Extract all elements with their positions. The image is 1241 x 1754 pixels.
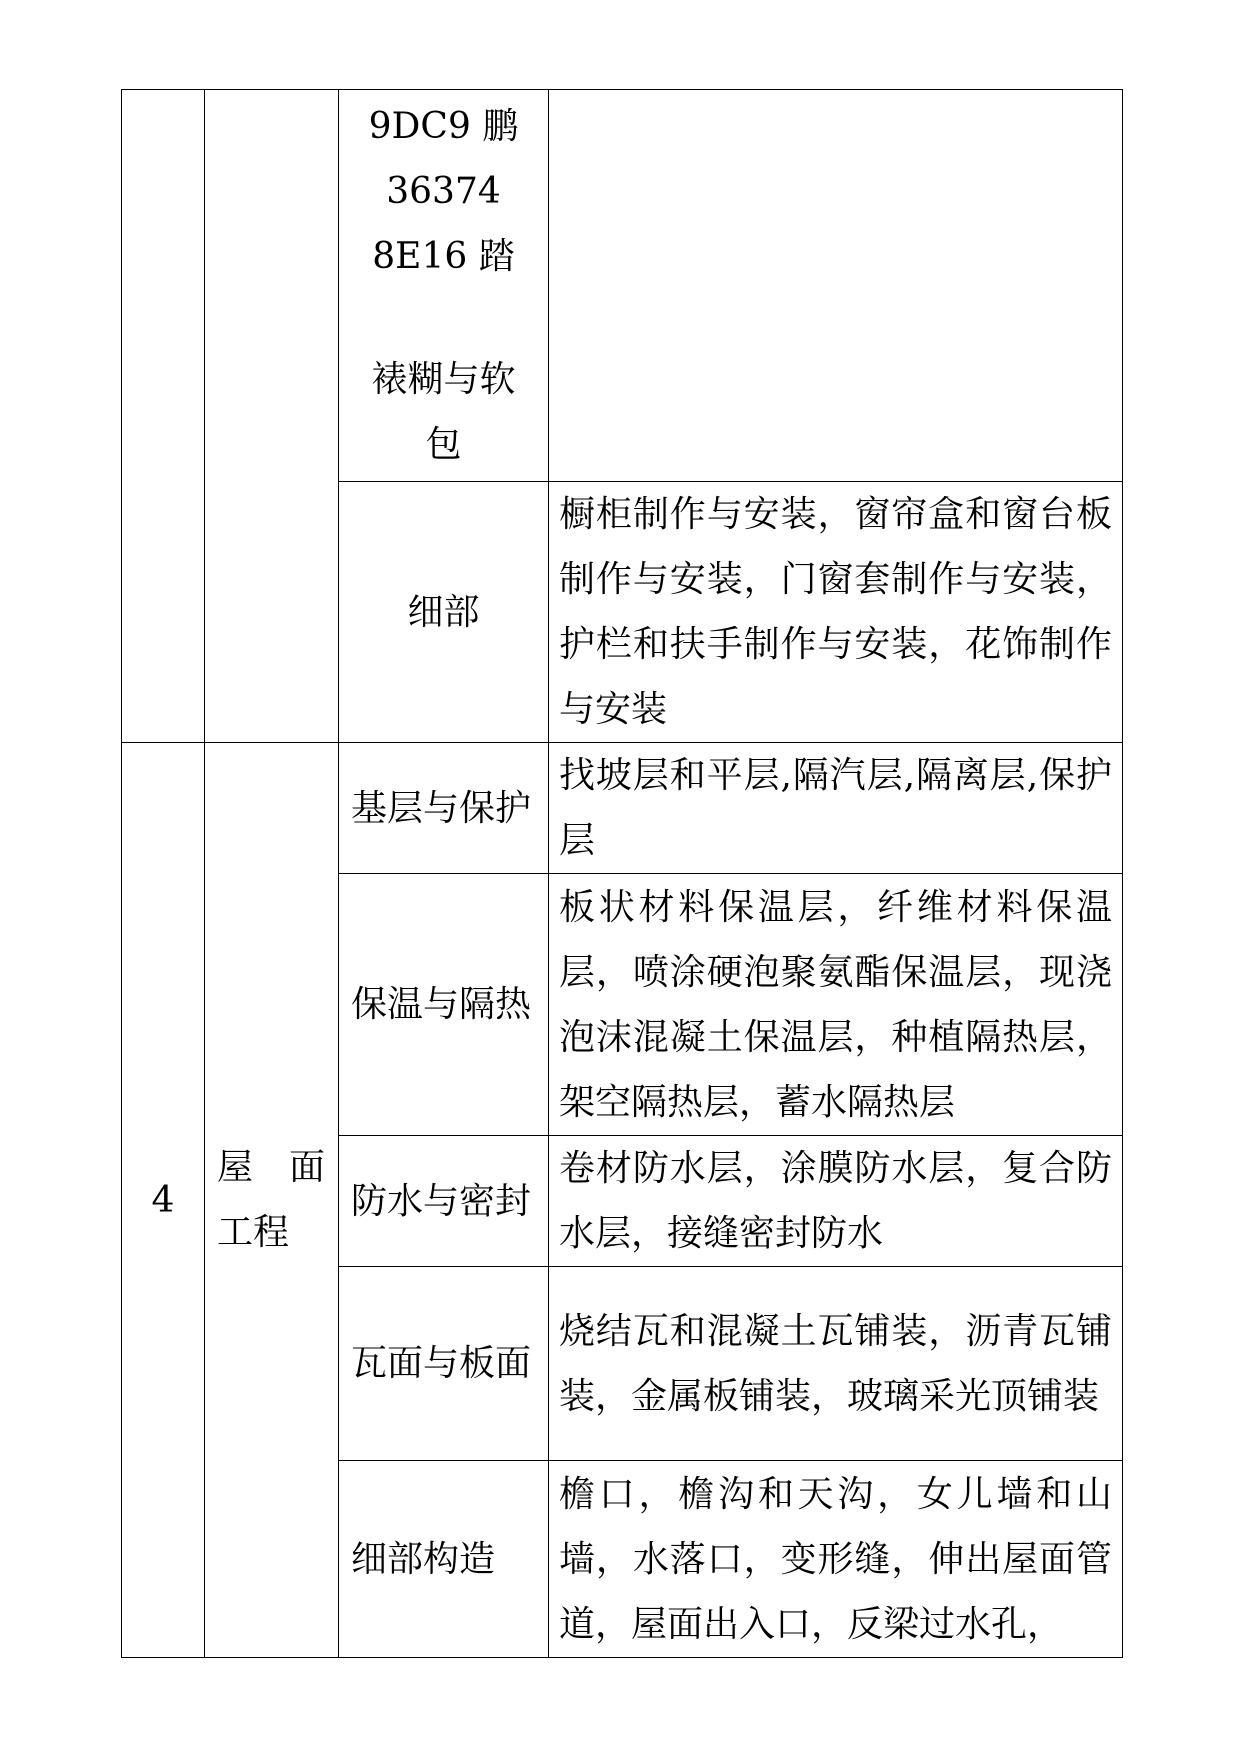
subsection-name: 裱糊与软 [371,359,516,400]
items-cell: 烧结瓦和混凝土瓦铺装，沥青瓦铺装，金属板铺装，玻璃采光顶铺装 [549,1267,1123,1461]
code-line: 8E16 踏 [372,236,515,277]
items-cell: 板状材料保温层，纤维材料保温层，喷涂硬泡聚氨酯保温层，现浇泡沫混凝土保温层，种植隔热层，架空隔热层，蓄水隔热层 [549,874,1123,1136]
section-name-line: 工程 [217,1212,290,1253]
subsection-name: 防水与密封 [339,1136,549,1267]
subsection-name: 包 [425,424,462,465]
code-line: 36374 [386,171,501,212]
table-row [122,743,1123,874]
section-name-line: 屋 面 [217,1147,326,1188]
subsection-name: 基层与保护 [339,743,549,874]
code-line: 9DC9 鹏 [368,106,519,147]
section-name-cell-empty [205,90,339,743]
items-cell: 卷材防水层，涂膜防水层，复合防水层，接缝密封防水 [549,1136,1123,1267]
items-cell: 橱柜制作与安装，窗帘盒和窗台板制作与安装，门窗套制作与安装，护栏和扶手制作与安装，花饰制作与安装 [549,482,1123,743]
table-row [122,90,1123,482]
section-number: 4 [122,743,205,1658]
section-number-cell-empty [122,90,205,743]
subsection-cell-wallpaper [339,90,549,482]
subsection-name: 瓦面与板面 [339,1267,549,1461]
section-name-cell [205,743,339,1658]
items-cell-empty [549,90,1123,482]
items-cell: 找坡层和平层,隔汽层,隔离层,保护层 [549,743,1123,874]
subsection-name: 细部构造 [339,1461,549,1658]
construction-division-table [121,89,1123,1658]
subsection-name: 保温与隔热 [339,874,549,1136]
subsection-name: 细部 [339,482,549,743]
items-cell: 檐口，檐沟和天沟，女儿墙和山墙，水落口，变形缝，伸出屋面管道，屋面出入口，反梁过水孔， [549,1461,1123,1658]
